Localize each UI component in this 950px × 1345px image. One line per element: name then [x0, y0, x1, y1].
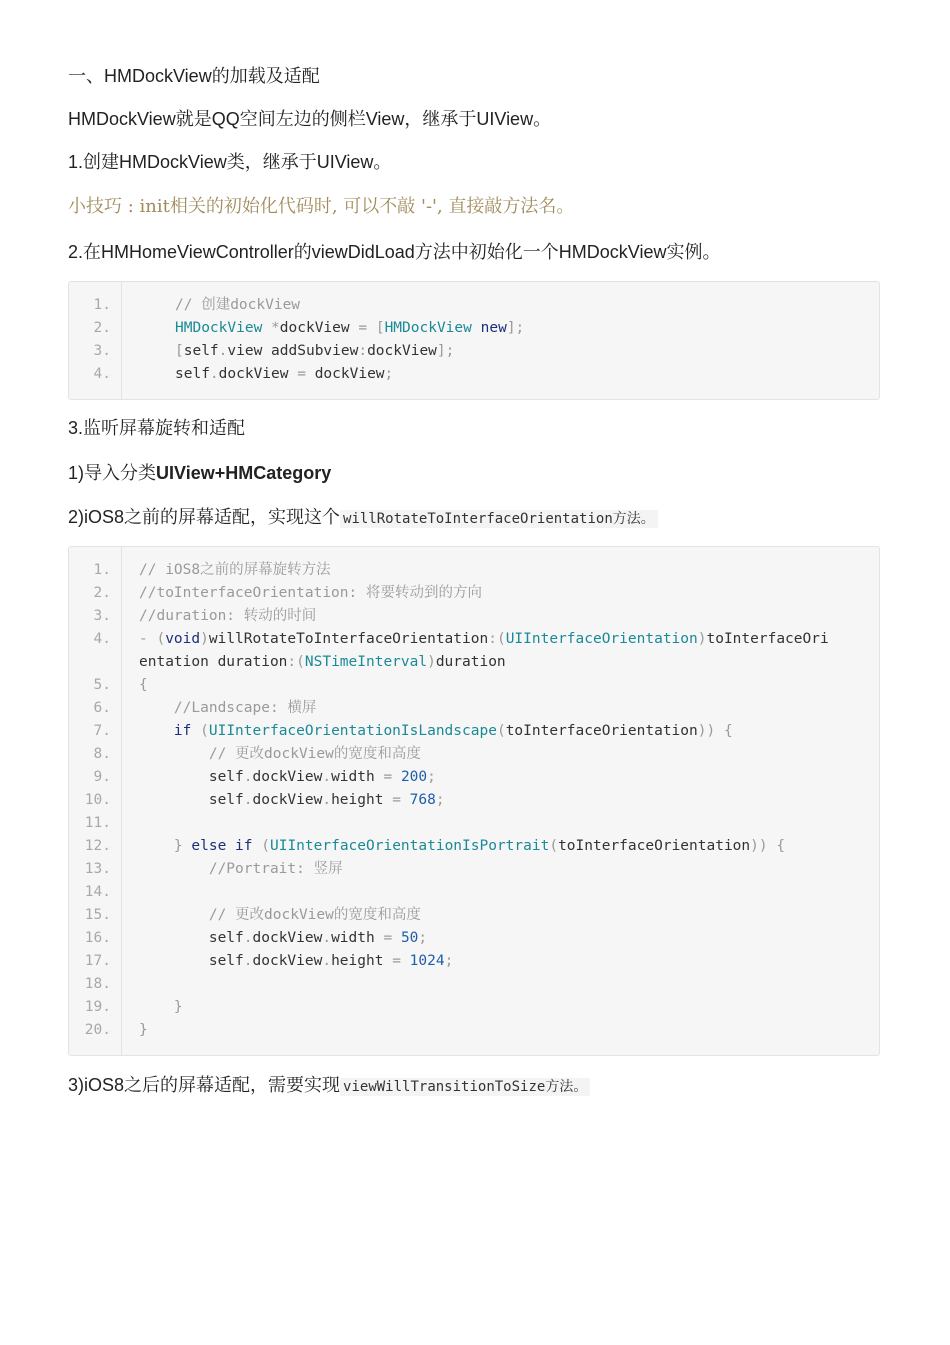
- code-line: [69, 363, 879, 386]
- code-comment: //duration: 转动的时间: [139, 608, 317, 624]
- code-line: [69, 317, 879, 340]
- code-text: self.dockView.width = 200;: [139, 769, 436, 785]
- step-1-paragraph: 1.创建HMDockView类，继承于UIView。: [68, 152, 392, 172]
- code-text: }: [139, 1022, 148, 1038]
- line-number: 13.: [84, 861, 111, 877]
- line-number: 8.: [93, 746, 111, 762]
- code-comment: //toInterfaceOrientation: 将要转动到的方向: [139, 585, 482, 601]
- intro-paragraph: HMDockView就是QQ空间左边的侧栏View，继承于UIView。: [68, 109, 552, 129]
- code-text: [139, 605, 316, 628]
- step-3-paragraph: 3.监听屏幕旋转和适配: [68, 418, 246, 438]
- code-line: [69, 582, 879, 605]
- code-text: entation duration:(NSTimeInterval)duration: [139, 654, 506, 670]
- code-text: self.dockView.height = 768;: [139, 792, 445, 808]
- code-text: } else if (UIInterfaceOrientationIsPortrait(toInterfaceOrientation)) {: [173, 838, 786, 854]
- code-text: HMDockView *dockView = [HMDockView new];: [175, 320, 525, 336]
- line-number: 5.: [93, 677, 111, 693]
- line-number: 3.: [93, 608, 111, 624]
- line-number: 9.: [93, 769, 111, 785]
- code-line: [69, 651, 879, 674]
- line-number: 10.: [84, 792, 111, 808]
- code-text: self.dockView = dockView;: [175, 366, 394, 382]
- step-2-paragraph: 2.在HMHomeViewController的viewDidLoad方法中初始化一个HMDockView实例。: [68, 242, 721, 262]
- code-line: [69, 927, 879, 950]
- line-number: 1.: [93, 562, 111, 578]
- code-text: self.dockView.height = 1024;: [139, 953, 454, 969]
- code-line: [69, 340, 879, 363]
- code-text: if (UIInterfaceOrientationIsLandscape(toInterfaceOrientation)) {: [173, 723, 733, 739]
- code-line: [69, 628, 879, 651]
- code-comment: //Landscape: 横屏: [139, 700, 317, 716]
- code-comment: //Portrait: 竖屏: [139, 861, 343, 877]
- line-number: 18.: [84, 976, 111, 992]
- code-line: [69, 789, 879, 812]
- line-number: 20.: [84, 1022, 111, 1038]
- code-line: [69, 559, 879, 582]
- code-line: [69, 904, 879, 927]
- code-line: [69, 766, 879, 789]
- step-3-3-paragraph: 3)iOS8之后的屏幕适配，需要实现 viewWillTransitionToSize方法。: [68, 1073, 590, 1099]
- code-comment: // 更改dockView的宽度和高度: [139, 746, 421, 762]
- code-comment: // 更改dockView的宽度和高度: [139, 907, 421, 923]
- code-text: [175, 294, 300, 317]
- code-line: [69, 835, 879, 858]
- code-line: [69, 697, 879, 720]
- category-name: UIView+HMCategory: [156, 463, 332, 483]
- code-line: [69, 996, 879, 1019]
- line-number: 2.: [93, 585, 111, 601]
- code-line: [69, 674, 879, 697]
- code-text: [139, 582, 482, 605]
- line-number: 4.: [93, 366, 111, 382]
- line-number: 6.: [93, 700, 111, 716]
- line-number: 1.: [93, 297, 111, 313]
- line-number: 12.: [84, 838, 111, 854]
- code-block-rotate-method: [68, 546, 880, 1056]
- line-number: 16.: [84, 930, 111, 946]
- code-line: [69, 1019, 879, 1042]
- tip-paragraph: 小技巧 : init相关的初始化代码时, 可以不敲 '-', 直接敲方法名。: [68, 196, 575, 217]
- code-text: self.dockView.width = 50;: [139, 930, 428, 946]
- section-heading: 一、HMDockView的加载及适配: [68, 66, 320, 86]
- code-line: [69, 720, 879, 743]
- line-number: 7.: [93, 723, 111, 739]
- code-line: [69, 950, 879, 973]
- line-number: 4.: [93, 631, 111, 647]
- code-line: [69, 812, 879, 835]
- code-text: }: [139, 999, 183, 1015]
- step-3-2-paragraph: 2)iOS8之前的屏幕适配，实现这个 willRotateToInterfaceOrientation方法。: [68, 505, 658, 531]
- code-line: [69, 881, 879, 904]
- line-number: 14.: [84, 884, 111, 900]
- code-comment: // 创建dockView: [175, 297, 301, 313]
- code-line: [69, 294, 879, 317]
- code-line: [69, 858, 879, 881]
- code-text: [139, 559, 331, 582]
- step-3-1-paragraph: 1)导入分类UIView+HMCategory: [68, 463, 332, 483]
- line-number: 19.: [84, 999, 111, 1015]
- line-number: 15.: [84, 907, 111, 923]
- code-text: - (void)willRotateToInterfaceOrientation:(UIInterfaceOrientation)toInterfaceOri: [139, 631, 829, 647]
- line-number: 11.: [84, 815, 111, 831]
- code-block-dockview-init: [68, 281, 880, 400]
- code-text: {: [139, 677, 148, 693]
- line-number: 17.: [84, 953, 111, 969]
- code-comment: // iOS8之前的屏幕旋转方法: [139, 562, 331, 578]
- inline-code: viewWillTransitionToSize方法。: [340, 1078, 590, 1096]
- line-number: 3.: [93, 343, 111, 359]
- code-line: [69, 973, 879, 996]
- line-number: 2.: [93, 320, 111, 336]
- code-line: [69, 605, 879, 628]
- code-text: [self.view addSubview:dockView];: [175, 343, 455, 359]
- inline-code: willRotateToInterfaceOrientation方法。: [340, 510, 658, 528]
- code-line: [69, 743, 879, 766]
